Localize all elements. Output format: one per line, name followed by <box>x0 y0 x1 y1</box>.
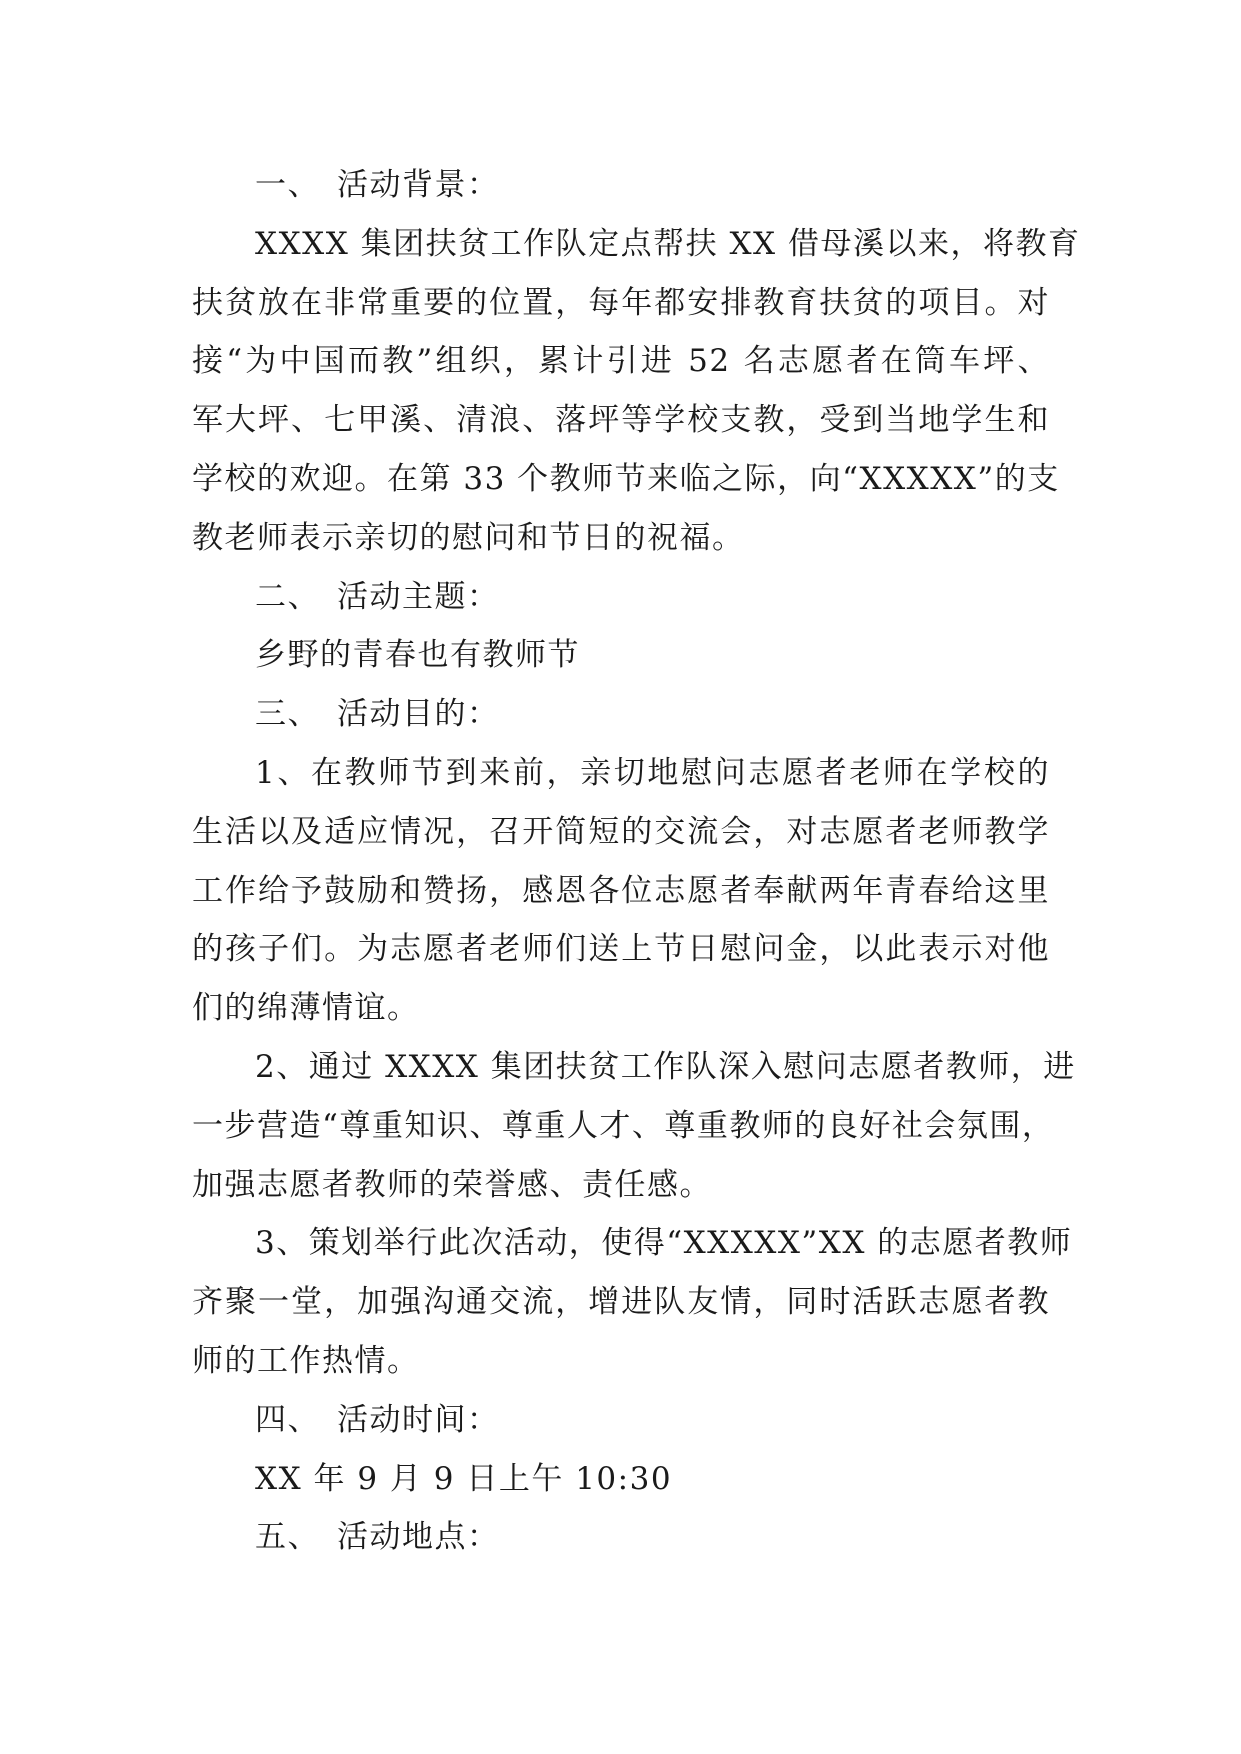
section-title: 活动背景： <box>337 167 500 203</box>
document-body <box>192 156 1081 1567</box>
section-title: 活动时间： <box>337 1401 500 1438</box>
paragraph-line: 师的工作热情。 <box>192 1342 420 1379</box>
paragraph-line: 2、通过 XXXX 集团扶贫工作队深入慰问志愿者教师，进 <box>255 1048 1076 1085</box>
paragraph-line: 生活以及适应情况，召开简短的交流会，对志愿者老师教学 <box>192 813 1050 850</box>
paragraph-line: XXXX 集团扶贫工作队定点帮扶 XX 借母溪以来，将教育 <box>255 225 1081 262</box>
paragraph-line: 接“为中国而教”组织，累计引进 52 名志愿者在筒车坪、 <box>192 343 1050 380</box>
paragraph-line: 扶贫放在非常重要的位置，每年都安排教育扶贫的项目。对 <box>192 284 1050 321</box>
paragraph-line: 一步营造“尊重知识、尊重人才、尊重教师的良好社会氛围， <box>192 1107 1055 1144</box>
paragraph-line: 们的绵薄情谊。 <box>192 990 420 1027</box>
section-heading-location <box>192 1508 1050 1567</box>
paragraph-line: 3、策划举行此次活动，使得“XXXXX”XX 的志愿者教师 <box>255 1225 1073 1262</box>
section-title: 活动目的： <box>337 696 500 733</box>
paragraph-line: 军大坪、七甲溪、清浪、落坪等学校支教，受到当地学生和 <box>192 402 1050 439</box>
paragraph-line: 工作给予鼓励和赞扬，感恩各位志愿者奉献两年青春给这里 <box>192 872 1050 909</box>
section-number: 二、 <box>255 578 320 615</box>
paragraph-line: 加强志愿者教师的荣誉感、责任感。 <box>192 1166 712 1203</box>
paragraph-line: 的孩子们。为志愿者老师们送上节日慰问金，以此表示对他 <box>192 931 1050 968</box>
time-text: XX 年 9 月 9 日上午 10:30 <box>255 1460 673 1497</box>
section-number: 四、 <box>255 1401 320 1438</box>
section-heading-time <box>192 1391 1050 1450</box>
section-title: 活动主题： <box>337 578 500 615</box>
section-heading-theme <box>192 568 1050 627</box>
paragraph-line: 1、在教师节到来前，亲切地慰问志愿者老师在学校的 <box>255 754 1050 791</box>
section-heading-background <box>192 156 1050 215</box>
section-title: 活动地点： <box>337 1519 500 1556</box>
paragraph-line: 齐聚一堂，加强沟通交流，增进队友情，同时活跃志愿者教 <box>192 1284 1050 1321</box>
paragraph-line: 教老师表示亲切的慰问和节日的祝福。 <box>192 519 745 556</box>
section-number: 三、 <box>255 696 320 733</box>
section-number: 一、 <box>255 167 320 203</box>
theme-text: 乡野的青春也有教师节 <box>255 637 580 674</box>
section-heading-purpose <box>192 685 1050 744</box>
section-number: 五、 <box>255 1519 320 1556</box>
paragraph-line: 学校的欢迎。在第 33 个教师节来临之际，向“XXXXX”的支 <box>192 460 1060 497</box>
